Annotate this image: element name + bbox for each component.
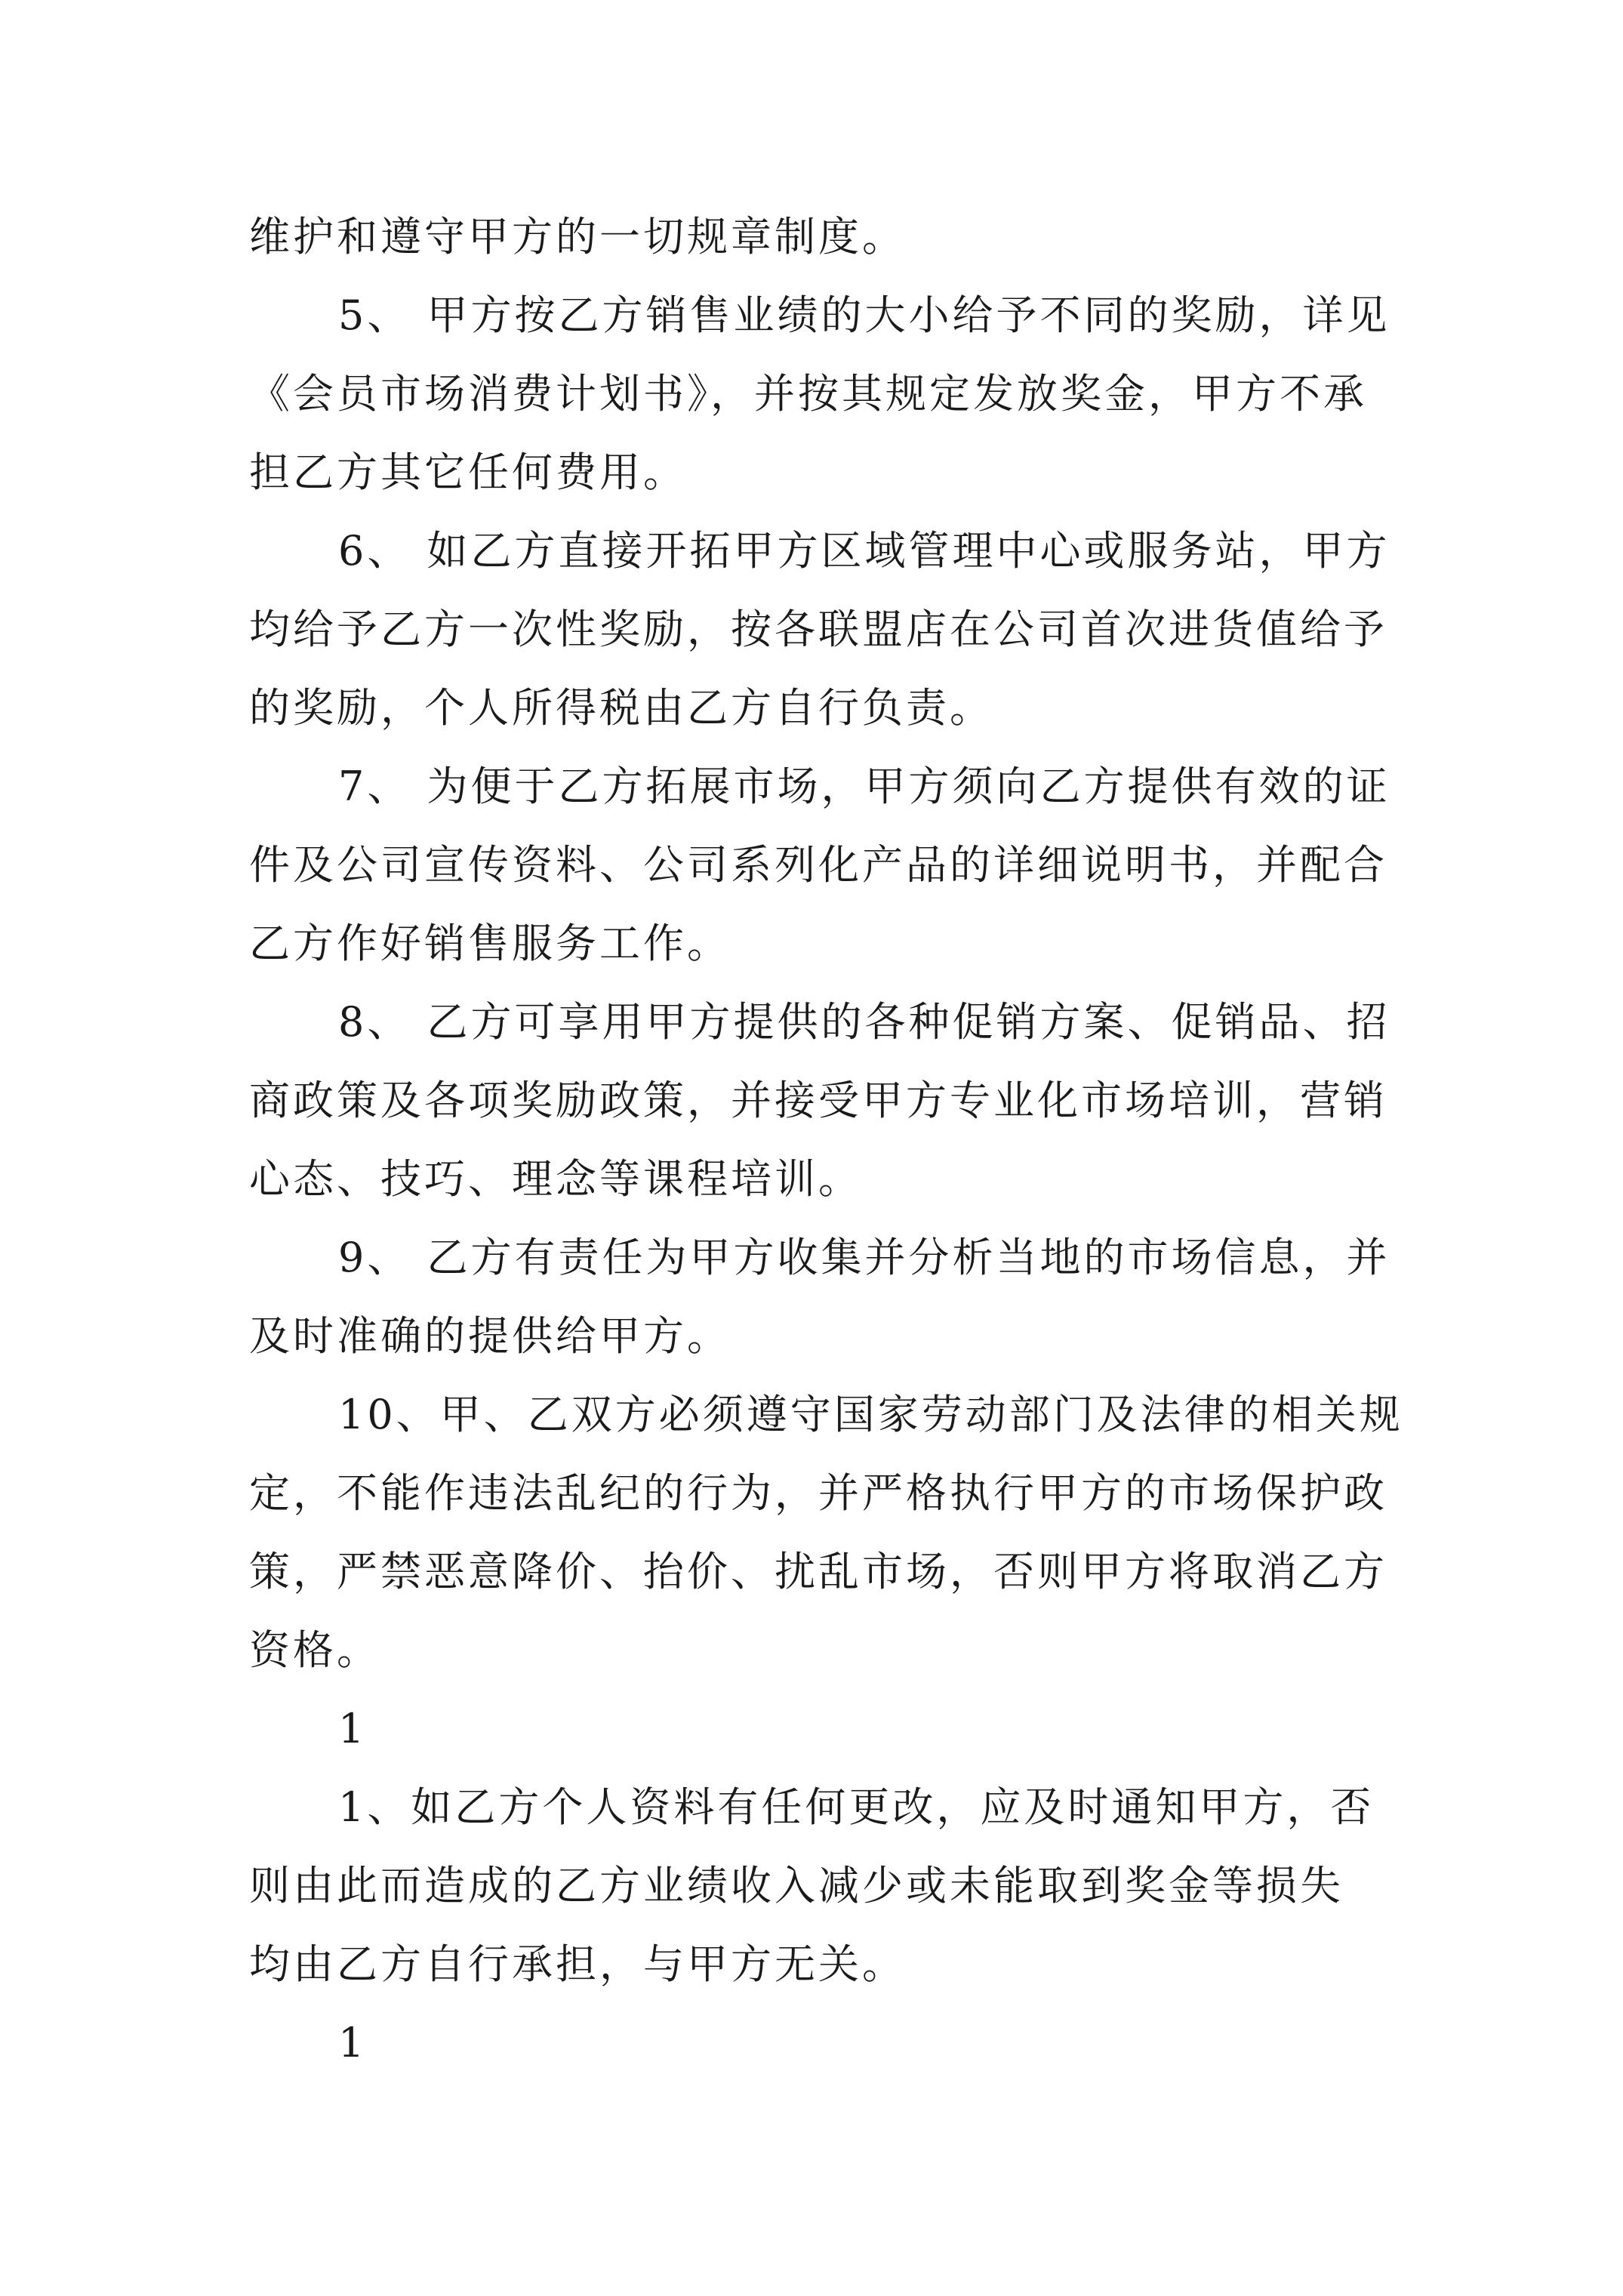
paragraph-clause-6: [249, 512, 1390, 747]
paragraph-line: 9、 乙方有责任为甲方收集并分析当地的市场信息，并: [338, 1234, 1390, 1281]
paragraph-line: 8、 乙方可享用甲方提供的各种促销方案、促销品、招: [338, 998, 1390, 1046]
paragraph-clause-10: [249, 1376, 1403, 1690]
paragraph-line: 6、 如乙方直接开拓甲方区域管理中心或服务站，甲方: [338, 527, 1390, 575]
paragraph-line: 《会员市场消费计划书》，并按其规定发放奖金，甲方不承: [249, 370, 1367, 418]
paragraph-line: 及时准确的提供给甲方。: [249, 1312, 731, 1360]
paragraph-line: 均由乙方自行承担，与甲方无关。: [249, 1940, 906, 1988]
paragraph-line: 10、甲、乙双方必须遵守国家劳动部门及法律的相关规: [338, 1391, 1403, 1438]
paragraph-line: 1、如乙方个人资料有任何更改，应及时通知甲方，否: [338, 1783, 1375, 1831]
paragraph-number-fragment: [249, 1690, 1381, 1768]
paragraph-line: 件及公司宣传资料、公司系列化产品的详细说明书，并配合: [249, 841, 1387, 889]
paragraph-line: 5、 甲方按乙方销售业绩的大小给予不同的奖励，详见: [338, 291, 1390, 339]
paragraph-line: 7、 为便于乙方拓展市场，甲方须向乙方提供有效的证: [338, 763, 1390, 810]
paragraph-clause-5: [249, 276, 1390, 512]
paragraph-line: 商政策及各项奖励政策，并接受甲方专业化市场培训，营销: [249, 1077, 1387, 1124]
paragraph-line: 定，不能作违法乱纪的行为，并严格执行甲方的市场保护政: [249, 1469, 1387, 1517]
paragraph-line: 的奖励，个人所得税由乙方自行负责。: [249, 684, 993, 732]
paragraph-clause-8: [249, 983, 1390, 1219]
paragraph-line: 策，严禁恶意降价、抬价、扰乱市场，否则甲方将取消乙方: [249, 1548, 1387, 1595]
paragraph-clause-7: [249, 747, 1390, 983]
paragraph-line: 1: [338, 1705, 368, 1752]
paragraph-line: 维护和遵守甲方的一切规章制度。: [249, 213, 906, 260]
paragraph-line: 乙方作好销售服务工作。: [249, 920, 731, 967]
paragraph-number-fragment: [249, 2004, 1381, 2082]
paragraph-line: 均给予乙方一次性奖励，按各联盟店在公司首次进货值给予: [249, 606, 1387, 653]
paragraph-line: 资格。: [249, 1626, 380, 1674]
paragraph-clause-9: [249, 1219, 1390, 1376]
paragraph-clause-11: [249, 1768, 1381, 2004]
paragraph-line: 则由此而造成的乙方业绩收入减少或未能取到奖金等损失: [249, 1862, 1344, 1909]
paragraph-line: 1: [338, 2019, 368, 2066]
paragraph-line: 心态、技巧、理念等课程培训。: [249, 1155, 862, 1203]
paragraph-line: 担乙方其它任何费用。: [249, 448, 687, 496]
paragraph-continuation: [249, 198, 1381, 276]
document-body: [249, 198, 1403, 2082]
